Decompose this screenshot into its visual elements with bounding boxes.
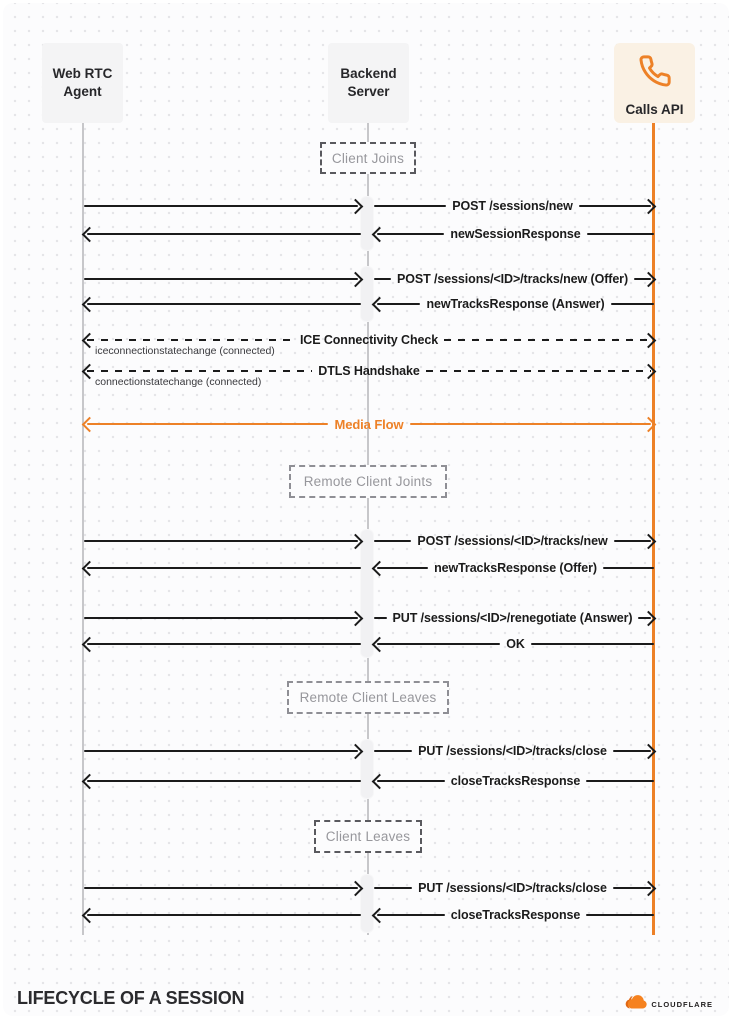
cloudflare-logo: [623, 995, 713, 1014]
arrowhead-left-icon: [372, 907, 388, 923]
arrow-line: [374, 205, 446, 208]
message-label: newTracksResponse (Offer): [434, 561, 597, 575]
arrowhead-right-icon: [641, 363, 657, 379]
section-box-remote-client-leaves: [287, 681, 449, 714]
msg-post-tracks-new-offer: [374, 271, 654, 287]
msg-webrtc-to-backend: [84, 271, 361, 287]
msg-backend-to-webrtc: [84, 560, 361, 576]
msg-webrtc-to-backend: [84, 198, 361, 214]
msg-media-flow: [84, 416, 654, 432]
arrowhead-right-icon: [348, 533, 364, 549]
cloudflare-cloud-icon: [623, 995, 647, 1014]
arrowhead-left-icon: [82, 773, 98, 789]
arrow-line: [377, 643, 500, 646]
msg-webrtc-to-backend: [84, 533, 361, 549]
arrowhead-left-icon: [372, 226, 388, 242]
msg-close-tracks-response: [374, 907, 654, 923]
connection-state-note: connectionstatechange (connected): [95, 376, 262, 388]
actor-label-line: Web RTC: [52, 65, 113, 81]
arrowhead-right-icon: [641, 533, 657, 549]
lifeline-calls-api: [652, 123, 655, 935]
arrowhead-left-icon: [372, 560, 388, 576]
arrow-line: [87, 423, 328, 426]
message-label: DTLS Handshake: [318, 364, 420, 378]
msg-backend-to-webrtc: [84, 636, 361, 652]
cloudflare-wordmark: CLOUDFLARE: [651, 1000, 713, 1009]
msg-new-tracks-response-offer: [374, 560, 654, 576]
msg-backend-to-webrtc: [84, 773, 361, 789]
section-label: Client Joins: [331, 150, 405, 166]
actor-box-webrtc-agent: [42, 43, 123, 123]
msg-webrtc-to-backend: [84, 610, 361, 626]
phone-icon: [638, 54, 672, 93]
arrow-line: [374, 750, 412, 753]
msg-backend-to-webrtc: [84, 226, 361, 242]
arrow-line: [603, 567, 654, 570]
message-label: closeTracksResponse: [450, 774, 581, 788]
message-label: newSessionResponse: [450, 227, 581, 241]
arrow-line: [84, 617, 358, 620]
arrowhead-left-icon: [82, 226, 98, 242]
arrowhead-left-icon: [82, 560, 98, 576]
arrowhead-left-icon: [82, 636, 98, 652]
activation-bar: [361, 530, 373, 657]
section-label: Remote Client Leaves: [299, 690, 437, 705]
ice-state-note: iceconnectionstatechange (connected): [95, 345, 275, 357]
msg-put-renegotiate-answer: [374, 610, 654, 626]
message-label: closeTracksResponse: [450, 908, 581, 922]
activation-bar: [361, 197, 373, 250]
arrowhead-right-icon: [348, 743, 364, 759]
arrowhead-left-icon: [82, 296, 98, 312]
msg-close-tracks-response: [374, 773, 654, 789]
msg-backend-to-webrtc: [84, 296, 361, 312]
msg-webrtc-to-backend: [84, 880, 361, 896]
message-label: Media Flow: [334, 416, 404, 432]
section-box-client-joins: [320, 142, 416, 174]
arrow-line: [87, 914, 361, 917]
arrow-line-dashed: [426, 370, 651, 373]
arrow-line: [87, 780, 361, 783]
arrow-line: [84, 540, 358, 543]
arrow-line: [87, 233, 361, 236]
msg-post-tracks-new: [374, 533, 654, 549]
actor-label-line: Backend: [340, 65, 397, 81]
msg-ok: [374, 636, 654, 652]
arrow-line: [611, 303, 654, 306]
message-label: PUT /sessions/<ID>/renegotiate (Answer): [392, 611, 633, 625]
arrow-line-dashed: [444, 339, 651, 342]
arrow-line-dashed: [87, 339, 294, 342]
message-label: POST /sessions/new: [452, 199, 573, 213]
arrowhead-right-icon: [348, 271, 364, 287]
arrow-line: [84, 750, 358, 753]
section-label: Remote Client Joints: [303, 474, 433, 489]
msg-backend-to-webrtc: [84, 907, 361, 923]
activation-bar: [361, 267, 373, 321]
arrow-line: [586, 914, 654, 917]
actor-label-line: Agent: [63, 84, 102, 99]
arrow-line: [374, 887, 412, 890]
arrow-line: [531, 643, 654, 646]
arrow-line: [587, 233, 654, 236]
message-label: OK: [506, 637, 525, 651]
arrow-line: [374, 278, 391, 281]
message-label: ICE Connectivity Check: [299, 333, 439, 347]
arrow-line: [84, 887, 358, 890]
msg-webrtc-to-backend: [84, 743, 361, 759]
arrow-line: [374, 617, 387, 620]
arrowhead-right-icon: [348, 880, 364, 896]
section-box-remote-client-joins: [289, 465, 447, 498]
msg-put-tracks-close: [374, 743, 654, 759]
msg-put-tracks-close: [374, 880, 654, 896]
arrowhead-left-icon: [372, 636, 388, 652]
arrowhead-right-icon: [641, 198, 657, 214]
arrowhead-left-icon: [372, 773, 388, 789]
arrowhead-right-icon: [641, 416, 657, 432]
arrow-line: [410, 423, 651, 426]
arrow-line: [374, 540, 411, 543]
dotted-canvas: [3, 3, 729, 1016]
page-title: LIFECYCLE OF A SESSION: [17, 988, 245, 1008]
arrowhead-right-icon: [641, 880, 657, 896]
arrow-line-dashed: [87, 370, 312, 373]
arrowhead-right-icon: [348, 610, 364, 626]
msg-post-sessions-new: [374, 198, 654, 214]
arrowhead-right-icon: [348, 198, 364, 214]
actor-box-backend-server: [328, 43, 409, 123]
arrowhead-left-icon: [82, 416, 98, 432]
msg-new-session-response: [374, 226, 654, 242]
arrow-line: [87, 643, 361, 646]
section-label: Client Leaves: [325, 829, 411, 844]
message-label: newTracksResponse (Answer): [426, 297, 605, 311]
arrow-line: [84, 205, 358, 208]
arrowhead-right-icon: [641, 610, 657, 626]
arrow-line: [586, 780, 654, 783]
arrow-line: [84, 278, 358, 281]
activation-bar: [361, 740, 373, 798]
message-label: POST /sessions/<ID>/tracks/new: [417, 534, 608, 548]
message-label: PUT /sessions/<ID>/tracks/close: [418, 881, 607, 895]
message-label: POST /sessions/<ID>/tracks/new (Offer): [397, 272, 629, 286]
arrowhead-right-icon: [641, 743, 657, 759]
arrowhead-left-icon: [82, 907, 98, 923]
msg-new-tracks-response-answer: [374, 296, 654, 312]
arrow-line: [87, 303, 361, 306]
arrow-line: [87, 567, 361, 570]
actor-box-calls-api: [614, 43, 695, 123]
arrowhead-left-icon: [372, 296, 388, 312]
actor-label-line: Server: [347, 84, 390, 99]
activation-bar: [361, 875, 373, 932]
lifeline-webrtc-agent: [82, 123, 84, 935]
actor-label: Calls API: [625, 102, 684, 118]
arrowhead-right-icon: [641, 271, 657, 287]
message-label: PUT /sessions/<ID>/tracks/close: [418, 744, 607, 758]
section-box-client-leaves: [314, 820, 422, 853]
arrowhead-right-icon: [641, 332, 657, 348]
